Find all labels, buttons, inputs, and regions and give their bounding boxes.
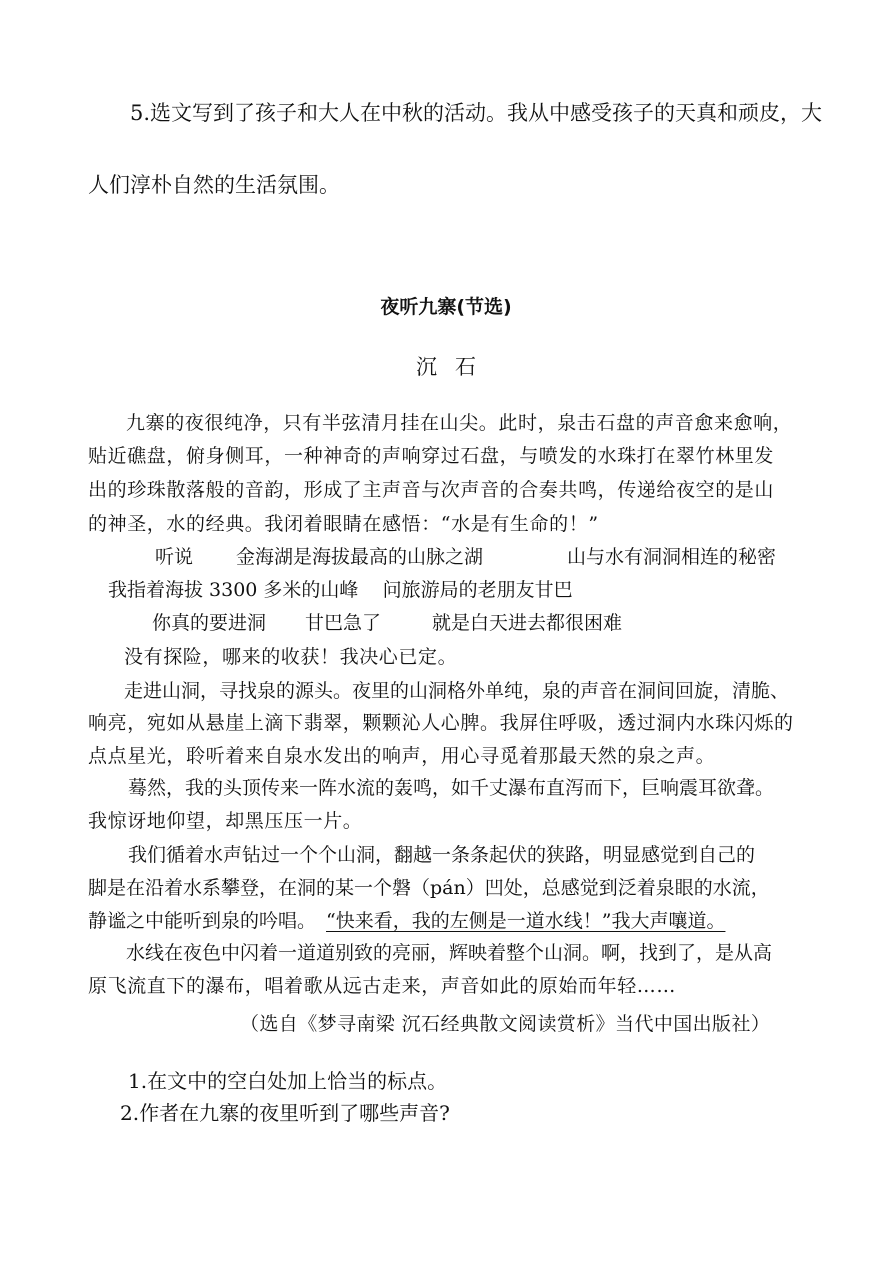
article-author: 沉石 <box>416 355 494 379</box>
article-title: 夜听九寨(节选) <box>380 296 512 318</box>
blank-line-3-part-a: 你真的要进洞 <box>152 612 267 634</box>
paragraph-2-line: 点点星光，聆听着来自泉水发出的响声，用心寻觅着那最天然的泉之声。 <box>88 745 716 767</box>
paragraph-4-line: 脚是在沿着水系攀登，在洞的某一个磐（pán）凹处，总感觉到泛着泉眼的水流， <box>88 877 770 899</box>
prev-answer-line-1: 5.选文写到了孩子和大人在中秋的活动。我从中感受孩子的天真和顽皮，大 <box>130 101 823 125</box>
paragraph-1-line: 的神圣，水的经典。我闭着眼睛在感悟：“水是有生命的！” <box>88 513 599 535</box>
paragraph-1-line: 出的珍珠散落般的音韵，形成了主声音与次声音的合奏共鸣，传递给夜空的是山 <box>88 479 775 501</box>
paragraph-4-last-line <box>88 909 725 933</box>
blank-line-1-part-a: 听说 <box>155 546 194 568</box>
blank-line-2: 我指着海拔 3300 多米的山峰 问旅游局的老朋友甘巴 <box>108 579 573 601</box>
paragraph-4-plain-text: 静谧之中能听到泉的吟唱。 <box>88 910 317 932</box>
paragraph-3-line: 蓦然，我的头顶传来一阵水流的轰鸣，如千丈瀑布直泻而下，巨响震耳欲聋。 <box>128 777 775 799</box>
question-2: 2.作者在九寨的夜里听到了哪些声音? <box>120 1101 450 1125</box>
paragraph-4-line: 我们循着水声钻过一个个山洞，翻越一条条起伏的狭路，明显感觉到自己的 <box>128 844 756 866</box>
blank-line-1-part-b: 金海湖是海拔最高的山脉之湖 <box>236 546 484 568</box>
underlined-sentence: “快来看，我的左侧是一道水线！”我大声嚷道。 <box>326 910 726 932</box>
paragraph-5-line: 原飞流直下的瀑布，唱着歌从远古走来，声音如此的原始而年轻…… <box>88 975 677 997</box>
blank-line-3-part-c: 就是白天进去都很困难 <box>432 612 623 634</box>
paragraph-3-line: 我惊讶地仰望，却黑压压一片。 <box>88 810 363 832</box>
paragraph-2-line: 响亮，宛如从悬崖上滴下翡翠，颗颗沁人心脾。我屏住呼吸，透过洞内水珠闪烁的 <box>88 712 794 734</box>
blank-line-1-part-c: 山与水有洞洞相连的秘密 <box>567 546 777 568</box>
blank-line-4: 没有探险，哪来的收获！我决心已定。 <box>124 646 458 668</box>
prev-answer-line-2: 人们淳朴自然的生活氛围。 <box>88 173 340 197</box>
question-1: 1.在文中的空白处加上恰当的标点。 <box>128 1069 448 1093</box>
paragraph-2-line: 走进山洞，寻找泉的源头。夜里的山洞格外单纯，泉的声音在洞间回旋，清脆、 <box>124 680 790 702</box>
paragraph-1-line: 九寨的夜很纯净，只有半弦清月挂在山尖。此时，泉击石盘的声音愈来愈响， <box>126 412 793 434</box>
article-source: （选自《梦寻南梁 沉石经典散文阅读赏析》当代中国出版社） <box>240 1013 771 1035</box>
paragraph-1-line: 贴近礁盘，俯身侧耳，一种神奇的声响穿过石盘，与喷发的水珠打在翠竹林里发 <box>88 445 775 467</box>
blank-line-3-part-b: 甘巴急了 <box>305 612 382 634</box>
paragraph-5-line: 水线在夜色中闪着一道道别致的亮丽，辉映着整个山洞。啊，找到了，是从高 <box>126 942 773 964</box>
